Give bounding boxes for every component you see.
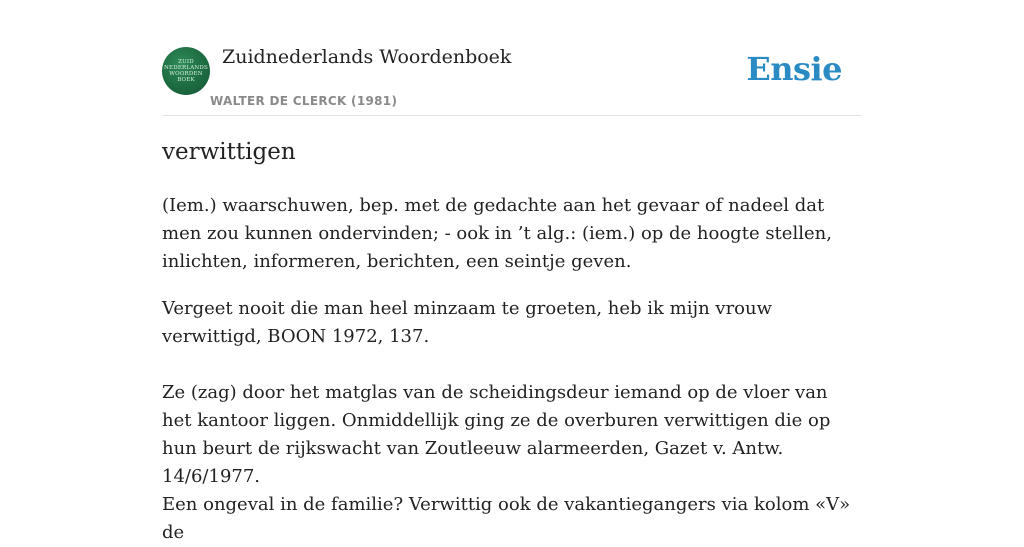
entry-example: Vergeet nooit die man heel minzaam te groeten, heb ik mijn vrouw verwittigd, BOON 1972, 137. [162,298,773,347]
logo-text-line: WOORDEN [169,71,203,77]
logo-text-line: ZUID [178,59,194,65]
logo-text-line: BOEK [177,77,195,83]
entry-definition: (Iem.) waarschuwen, bep. met de gedachte aan het gevaar of nadeel dat men zou kunnen ondervinden; - ook in ’t alg.: (iem.) op de hoogte stellen, inlichten, informeren, berichten, een seintje geven. [162,195,832,272]
entry-example: Ze (zag) door het matglas van de scheidingsdeur iemand op de vloer van het kantoor liggen. Onmiddellijk ging ze de overburen verwittigen die op hun beurt de rijkswacht van Zoutleeuw alarmeerden, Gazet v. Antw. 14/6/1977. [162,382,831,487]
header [162,0,862,116]
ensie-brand-link[interactable]: Ensie [746,50,842,88]
logo-text-line: NEDERLANDS [163,65,208,71]
entry-headword: verwittigen [162,139,296,165]
dictionary-title[interactable]: Zuidnederlands Woordenboek [222,46,512,68]
dictionary-logo[interactable] [162,47,210,95]
entry-container [162,0,862,543]
dictionary-author: WALTER DE CLERCK (1981) [210,94,398,108]
entry-example: Een ongeval in de familie? Verwittig ook de vakantiegangers via kolom «V» de [162,494,851,543]
